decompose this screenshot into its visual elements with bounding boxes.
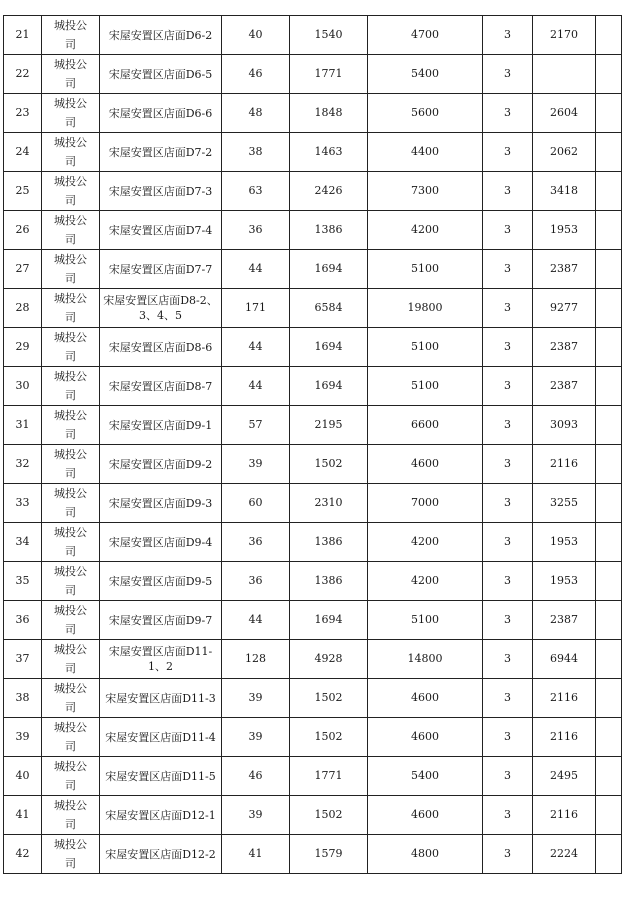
unit-cell	[42, 133, 100, 172]
unit-line: 司	[65, 779, 76, 792]
value-2-cell: 7300	[368, 172, 483, 211]
value-1-cell: 1502	[290, 445, 368, 484]
area-cell: 39	[222, 718, 290, 757]
value-1-cell: 1771	[290, 757, 368, 796]
blank-cell	[596, 601, 622, 640]
unit-line: 司	[65, 116, 76, 129]
value-1-cell: 1386	[290, 211, 368, 250]
value-2-cell: 4200	[368, 562, 483, 601]
value-3-cell: 3	[483, 250, 533, 289]
value-2-cell: 5100	[368, 367, 483, 406]
unit-cell	[42, 328, 100, 367]
property-name-cell: 宋屋安置区店面D6-6	[100, 94, 222, 133]
value-4-cell: 2387	[533, 367, 596, 406]
value-4-cell: 2604	[533, 94, 596, 133]
row-number-cell: 24	[4, 133, 42, 172]
row-number-cell: 27	[4, 250, 42, 289]
unit-line: 城投公	[54, 760, 87, 773]
value-4-cell: 9277	[533, 289, 596, 328]
value-2-cell: 5400	[368, 55, 483, 94]
value-2-cell: 4600	[368, 445, 483, 484]
table-row	[4, 445, 622, 484]
value-1-cell: 1386	[290, 523, 368, 562]
value-4-cell: 1953	[533, 523, 596, 562]
blank-cell	[596, 133, 622, 172]
unit-line: 城投公	[54, 292, 87, 305]
unit-line: 司	[65, 701, 76, 714]
area-cell: 39	[222, 445, 290, 484]
unit-cell	[42, 640, 100, 679]
blank-cell	[596, 757, 622, 796]
value-3-cell: 3	[483, 757, 533, 796]
unit-line: 司	[65, 662, 76, 675]
value-2-cell: 4400	[368, 133, 483, 172]
unit-cell	[42, 289, 100, 328]
unit-line: 城投公	[54, 721, 87, 734]
value-2-cell: 5100	[368, 328, 483, 367]
property-name-cell: 宋屋安置区店面D9-4	[100, 523, 222, 562]
unit-line: 司	[65, 857, 76, 870]
property-name-cell: 宋屋安置区店面D9-2	[100, 445, 222, 484]
property-name-cell: 宋屋安置区店面D6-5	[100, 55, 222, 94]
area-cell: 128	[222, 640, 290, 679]
property-name-cell: 宋屋安置区店面D9-1	[100, 406, 222, 445]
value-3-cell: 3	[483, 211, 533, 250]
area-cell: 36	[222, 562, 290, 601]
value-3-cell: 3	[483, 133, 533, 172]
value-3-cell: 3	[483, 172, 533, 211]
row-number-cell: 33	[4, 484, 42, 523]
table-row	[4, 835, 622, 874]
value-4-cell: 2387	[533, 601, 596, 640]
table-row	[4, 406, 622, 445]
blank-cell	[596, 289, 622, 328]
property-name-cell: 宋屋安置区店面D9-7	[100, 601, 222, 640]
unit-line: 司	[65, 389, 76, 402]
value-4-cell: 2116	[533, 679, 596, 718]
value-3-cell: 3	[483, 640, 533, 679]
row-number-cell: 23	[4, 94, 42, 133]
property-name-cell: 宋屋安置区店面D11-1、2	[100, 640, 222, 679]
unit-cell	[42, 835, 100, 874]
value-1-cell: 2195	[290, 406, 368, 445]
unit-line: 司	[65, 311, 76, 324]
unit-cell	[42, 211, 100, 250]
value-4-cell: 1953	[533, 562, 596, 601]
value-3-cell: 3	[483, 55, 533, 94]
area-cell: 171	[222, 289, 290, 328]
value-4-cell: 2116	[533, 718, 596, 757]
value-1-cell: 1694	[290, 367, 368, 406]
property-name-cell: 宋屋安置区店面D12-2	[100, 835, 222, 874]
value-4-cell: 2062	[533, 133, 596, 172]
property-name-cell: 宋屋安置区店面D7-2	[100, 133, 222, 172]
value-2-cell: 7000	[368, 484, 483, 523]
blank-cell	[596, 796, 622, 835]
unit-cell	[42, 601, 100, 640]
unit-cell	[42, 445, 100, 484]
value-1-cell: 1694	[290, 601, 368, 640]
area-cell: 38	[222, 133, 290, 172]
value-2-cell: 14800	[368, 640, 483, 679]
blank-cell	[596, 94, 622, 133]
value-2-cell: 5100	[368, 250, 483, 289]
unit-cell	[42, 172, 100, 211]
row-number-cell: 41	[4, 796, 42, 835]
value-3-cell: 3	[483, 835, 533, 874]
value-1-cell: 1502	[290, 718, 368, 757]
value-4-cell: 2387	[533, 250, 596, 289]
table-row	[4, 484, 622, 523]
value-3-cell: 3	[483, 796, 533, 835]
value-1-cell: 1540	[290, 16, 368, 55]
area-cell: 44	[222, 250, 290, 289]
value-2-cell: 19800	[368, 289, 483, 328]
unit-line: 司	[65, 740, 76, 753]
row-number-cell: 37	[4, 640, 42, 679]
property-name-cell: 宋屋安置区店面D7-4	[100, 211, 222, 250]
area-cell: 63	[222, 172, 290, 211]
area-cell: 36	[222, 523, 290, 562]
unit-line: 司	[65, 350, 76, 363]
table-row	[4, 16, 622, 55]
area-cell: 48	[222, 94, 290, 133]
row-number-cell: 32	[4, 445, 42, 484]
row-number-cell: 29	[4, 328, 42, 367]
blank-cell	[596, 445, 622, 484]
row-number-cell: 36	[4, 601, 42, 640]
unit-line: 城投公	[54, 214, 87, 227]
unit-line: 城投公	[54, 448, 87, 461]
unit-line: 城投公	[54, 370, 87, 383]
blank-cell	[596, 562, 622, 601]
blank-cell	[596, 718, 622, 757]
table-row	[4, 718, 622, 757]
value-3-cell: 3	[483, 601, 533, 640]
row-number-cell: 35	[4, 562, 42, 601]
value-1-cell: 1848	[290, 94, 368, 133]
unit-line: 司	[65, 77, 76, 90]
value-1-cell: 4928	[290, 640, 368, 679]
unit-line: 城投公	[54, 58, 87, 71]
value-2-cell: 5100	[368, 601, 483, 640]
unit-cell	[42, 796, 100, 835]
property-name-cell: 宋屋安置区店面D7-3	[100, 172, 222, 211]
unit-line: 城投公	[54, 331, 87, 344]
blank-cell	[596, 16, 622, 55]
blank-cell	[596, 679, 622, 718]
value-4-cell: 3255	[533, 484, 596, 523]
value-1-cell: 1463	[290, 133, 368, 172]
table-row	[4, 640, 622, 679]
value-3-cell: 3	[483, 679, 533, 718]
value-4-cell: 2170	[533, 16, 596, 55]
area-cell: 44	[222, 328, 290, 367]
unit-line: 城投公	[54, 565, 87, 578]
property-name-cell: 宋屋安置区店面D8-2、3、4、5	[100, 289, 222, 328]
value-3-cell: 3	[483, 328, 533, 367]
unit-line: 司	[65, 584, 76, 597]
value-1-cell: 1694	[290, 250, 368, 289]
value-2-cell: 4600	[368, 718, 483, 757]
row-number-cell: 21	[4, 16, 42, 55]
row-number-cell: 40	[4, 757, 42, 796]
unit-line: 城投公	[54, 253, 87, 266]
table-row	[4, 133, 622, 172]
table-row	[4, 172, 622, 211]
unit-line: 司	[65, 194, 76, 207]
unit-line: 司	[65, 428, 76, 441]
value-4-cell: 2116	[533, 445, 596, 484]
row-number-cell: 42	[4, 835, 42, 874]
value-4-cell: 2387	[533, 328, 596, 367]
table-body	[4, 16, 622, 874]
value-1-cell: 2426	[290, 172, 368, 211]
property-name-cell: 宋屋安置区店面D9-5	[100, 562, 222, 601]
property-name-cell: 宋屋安置区店面D8-7	[100, 367, 222, 406]
row-number-cell: 28	[4, 289, 42, 328]
blank-cell	[596, 55, 622, 94]
table-row	[4, 562, 622, 601]
property-name-cell: 宋屋安置区店面D6-2	[100, 16, 222, 55]
unit-line: 城投公	[54, 838, 87, 851]
value-1-cell: 1502	[290, 796, 368, 835]
value-2-cell: 5600	[368, 94, 483, 133]
value-3-cell: 3	[483, 367, 533, 406]
table-row	[4, 55, 622, 94]
unit-cell	[42, 367, 100, 406]
area-cell: 44	[222, 601, 290, 640]
unit-line: 司	[65, 506, 76, 519]
area-cell: 39	[222, 796, 290, 835]
row-number-cell: 34	[4, 523, 42, 562]
unit-line: 城投公	[54, 487, 87, 500]
blank-cell	[596, 835, 622, 874]
unit-line: 城投公	[54, 97, 87, 110]
unit-cell	[42, 94, 100, 133]
unit-cell	[42, 523, 100, 562]
value-4-cell: 6944	[533, 640, 596, 679]
value-1-cell: 1771	[290, 55, 368, 94]
blank-cell	[596, 523, 622, 562]
row-number-cell: 26	[4, 211, 42, 250]
row-number-cell: 31	[4, 406, 42, 445]
value-3-cell: 3	[483, 94, 533, 133]
unit-line: 司	[65, 272, 76, 285]
row-number-cell: 39	[4, 718, 42, 757]
unit-line: 司	[65, 545, 76, 558]
unit-line: 城投公	[54, 19, 87, 32]
property-table	[3, 15, 622, 874]
unit-cell	[42, 484, 100, 523]
blank-cell	[596, 640, 622, 679]
value-1-cell: 1502	[290, 679, 368, 718]
table-row	[4, 757, 622, 796]
unit-line: 城投公	[54, 604, 87, 617]
unit-cell	[42, 250, 100, 289]
table-row	[4, 601, 622, 640]
unit-cell	[42, 679, 100, 718]
value-3-cell: 3	[483, 445, 533, 484]
row-number-cell: 22	[4, 55, 42, 94]
value-3-cell: 3	[483, 523, 533, 562]
value-3-cell: 3	[483, 484, 533, 523]
value-2-cell: 4700	[368, 16, 483, 55]
value-4-cell	[533, 55, 596, 94]
value-4-cell: 2495	[533, 757, 596, 796]
unit-cell	[42, 562, 100, 601]
unit-line: 城投公	[54, 409, 87, 422]
area-cell: 40	[222, 16, 290, 55]
area-cell: 41	[222, 835, 290, 874]
value-4-cell: 1953	[533, 211, 596, 250]
unit-line: 司	[65, 38, 76, 51]
value-1-cell: 1694	[290, 328, 368, 367]
table-row	[4, 796, 622, 835]
area-cell: 44	[222, 367, 290, 406]
unit-line: 城投公	[54, 526, 87, 539]
blank-cell	[596, 250, 622, 289]
property-name-cell: 宋屋安置区店面D11-3	[100, 679, 222, 718]
value-2-cell: 6600	[368, 406, 483, 445]
row-number-cell: 30	[4, 367, 42, 406]
unit-line: 城投公	[54, 136, 87, 149]
value-3-cell: 3	[483, 289, 533, 328]
table-row	[4, 367, 622, 406]
blank-cell	[596, 211, 622, 250]
value-2-cell: 4200	[368, 211, 483, 250]
row-number-cell: 25	[4, 172, 42, 211]
value-3-cell: 3	[483, 16, 533, 55]
value-3-cell: 3	[483, 562, 533, 601]
property-name-cell: 宋屋安置区店面D11-4	[100, 718, 222, 757]
area-cell: 39	[222, 679, 290, 718]
value-4-cell: 3418	[533, 172, 596, 211]
unit-line: 城投公	[54, 643, 87, 656]
unit-line: 城投公	[54, 175, 87, 188]
blank-cell	[596, 172, 622, 211]
unit-cell	[42, 55, 100, 94]
value-3-cell: 3	[483, 718, 533, 757]
value-2-cell: 4200	[368, 523, 483, 562]
row-number-cell: 38	[4, 679, 42, 718]
unit-line: 司	[65, 623, 76, 636]
value-2-cell: 5400	[368, 757, 483, 796]
value-1-cell: 1386	[290, 562, 368, 601]
unit-cell	[42, 757, 100, 796]
property-name-cell: 宋屋安置区店面D7-7	[100, 250, 222, 289]
table-row	[4, 211, 622, 250]
table-row	[4, 523, 622, 562]
value-1-cell: 6584	[290, 289, 368, 328]
property-name-cell: 宋屋安置区店面D11-5	[100, 757, 222, 796]
value-4-cell: 3093	[533, 406, 596, 445]
blank-cell	[596, 406, 622, 445]
blank-cell	[596, 328, 622, 367]
unit-line: 司	[65, 155, 76, 168]
blank-cell	[596, 367, 622, 406]
area-cell: 60	[222, 484, 290, 523]
table-row	[4, 679, 622, 718]
area-cell: 57	[222, 406, 290, 445]
value-1-cell: 2310	[290, 484, 368, 523]
property-name-cell: 宋屋安置区店面D9-3	[100, 484, 222, 523]
property-name-cell: 宋屋安置区店面D12-1	[100, 796, 222, 835]
unit-line: 司	[65, 233, 76, 246]
value-3-cell: 3	[483, 406, 533, 445]
table-row	[4, 289, 622, 328]
unit-cell	[42, 718, 100, 757]
table-row	[4, 94, 622, 133]
area-cell: 46	[222, 757, 290, 796]
area-cell: 46	[222, 55, 290, 94]
value-4-cell: 2224	[533, 835, 596, 874]
unit-line: 城投公	[54, 682, 87, 695]
unit-line: 司	[65, 818, 76, 831]
unit-cell	[42, 406, 100, 445]
value-4-cell: 2116	[533, 796, 596, 835]
table-row	[4, 328, 622, 367]
unit-line: 司	[65, 467, 76, 480]
unit-cell	[42, 16, 100, 55]
table-row	[4, 250, 622, 289]
value-2-cell: 4800	[368, 835, 483, 874]
blank-cell	[596, 484, 622, 523]
value-1-cell: 1579	[290, 835, 368, 874]
unit-line: 城投公	[54, 799, 87, 812]
value-2-cell: 4600	[368, 796, 483, 835]
value-2-cell: 4600	[368, 679, 483, 718]
property-name-cell: 宋屋安置区店面D8-6	[100, 328, 222, 367]
area-cell: 36	[222, 211, 290, 250]
